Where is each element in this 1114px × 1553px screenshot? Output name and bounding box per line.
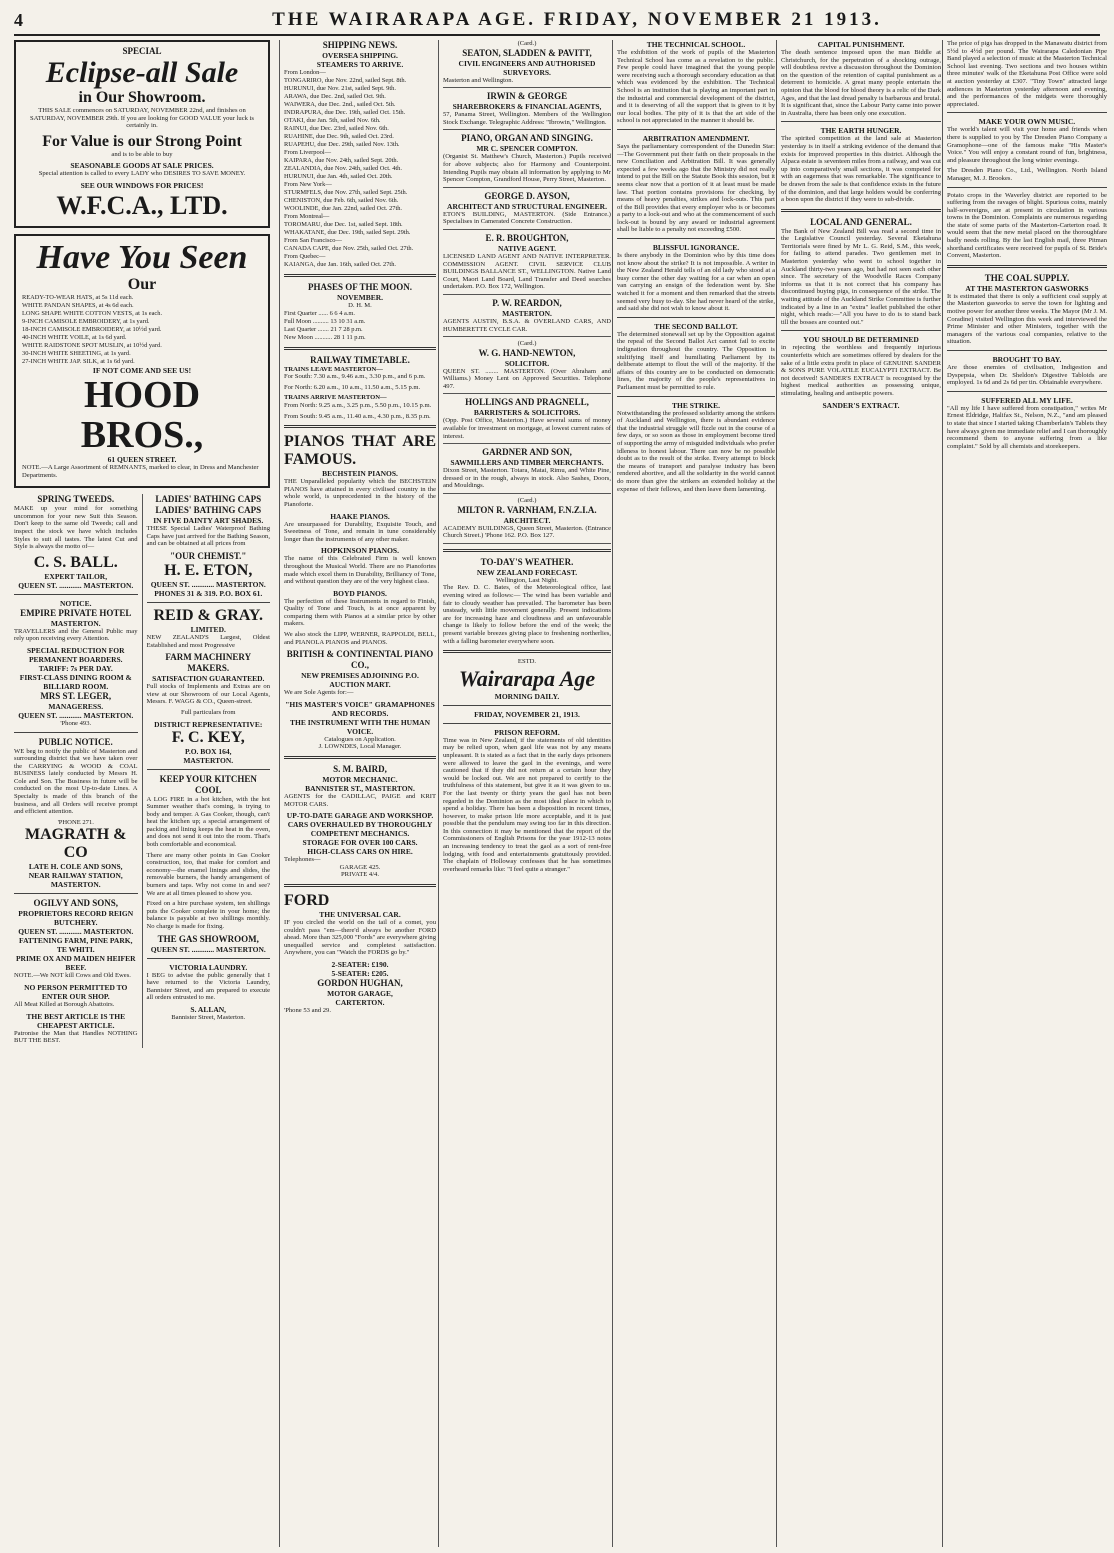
rail-arrive: TRAINS ARRIVE MASTERTON— [284, 394, 387, 402]
strike-heading: THE STRIKE. [672, 400, 720, 410]
determined-firm: SANDER'S EXTRACT. [822, 400, 900, 410]
ford-heading: FORD [284, 892, 330, 909]
hood-advert [14, 234, 270, 488]
rail-leave-south: For South: 7.30 a.m., 9.46 a.m., 3.30 p.m., and 6 p.m. [284, 373, 426, 381]
column-1 [14, 40, 270, 1547]
pianos-bechstein-text: THE Unparalleled popularity which the BECHSTEIN PIANOS have attained in every civilised country in the whole world, is unprecedented in the history of the Pianoforte. [284, 478, 436, 508]
hood-our: Our [127, 275, 157, 293]
card-address: Dixon Street, Masterton. Totara, Matai, Rimu, and White Pine, dressed or in the rough, always in stock. Also Sashes, Doors, and Mouldings. [443, 467, 611, 490]
baird-storage: STORAGE FOR OVER 100 CARS. [302, 838, 418, 848]
card-address: AGENTS AUSTIN, B.S.A. & OVERLAND CARS, AND HUMBERETTE CYCLE CAR. [443, 317, 611, 333]
pigs-text: The price of pigs has dropped in the Manawatu district from 5½d to 4½d per pound. The Wairarapa Caledonian Pipe Band played a selection of music at the Masterton Technical School last evening. Two sections and two houses within three minutes' walk of the Eketahuna Post Office were sold at auction yesterday at £307. "Tiny Town" attracted large audiences in Masterton yesterday afternoon and evening, and the performances of the midgets were thoroughly appreciated. [947, 40, 1107, 108]
pianos-hopkinson: HOPKINSON PIANOS. [321, 546, 399, 556]
sale-advert [14, 40, 270, 228]
pianos-catalogue: Catalogues on Application. [324, 735, 396, 743]
shipping-line: WAIWERA, due Dec. 2nd., sailed Oct. 5th. [284, 101, 396, 108]
card-name: SEATON, SLADDEN & PAVITT, [462, 47, 592, 58]
professional-card [443, 233, 611, 295]
shipping-line: WHAKATANE, due Dec. 19th, sailed Sept. 29th. [284, 229, 411, 236]
bay-heading: BROUGHT TO BAY. [992, 355, 1062, 364]
col1-left [14, 494, 138, 1048]
rail-arrive-north: From North: 9.25 a.m., 3.25 p.m., 5.50 p.m., 10.15 p.m. [284, 401, 432, 409]
card-role: SHAREBROKERS & FINANCIAL AGENTS, [452, 102, 602, 112]
card-role: MASTERTON. [502, 308, 552, 318]
column-6 [942, 40, 1107, 1547]
card-role: BARRISTERS & SOLICITORS. [473, 408, 581, 418]
baird-private-no: PRIVATE 4/4. [341, 871, 379, 879]
bliss-heading: BLISSFUL IGNORANCE. [652, 243, 740, 253]
weather-sub: NEW ZEALAND FORECAST. [476, 567, 578, 577]
suffered-heading: SUFFERED ALL MY LIFE. [981, 395, 1073, 405]
column-3 [438, 40, 611, 1547]
baird-hire: HIGH-CLASS CARS ON HIRE. [307, 847, 413, 857]
public-place: MASTERTON. [50, 880, 101, 890]
shipping-line: From Quebec— [284, 253, 326, 260]
hood-headline: Have You Seen [36, 238, 248, 276]
cooler-text-3: Fixed on a hire purchase system, ten shillings puts the Cooker complete in your home; the balance is payable at two shillings monthly. No charge is made for fixing. [146, 900, 270, 930]
music-firm: The Dresden Piano Co., Ltd., Wellington. North Island Manager, M. J. Brookes. [947, 167, 1107, 182]
professional-card [443, 298, 611, 337]
shipping-sub-1: OVERSEA SHIPPING. [322, 51, 398, 60]
caps-phones: PHONES 31 & 319. P.O. BOX 61. [154, 588, 263, 598]
shipping-line: RUAHINE, due Dec. 9th, sailed Oct. 23rd. [284, 133, 394, 140]
hood-street: 61 QUEEN STREET. [107, 454, 177, 464]
pianos-heading: PIANOS THAT ARE FAMOUS. [284, 433, 436, 469]
hood-note: NOTE.—A Large Assortment of REMNANTS, marked to clear, in Dress and Manchester Departments. [22, 463, 259, 479]
col1-lower [14, 494, 270, 1048]
reid-firm: REID & GRAY. [153, 606, 263, 624]
hunger-heading: THE EARTH HUNGER. [820, 126, 902, 136]
professional-card [443, 340, 611, 394]
masthead-daily: MORNING DAILY. [494, 691, 560, 701]
hood-firm: HOOD BROS., [80, 373, 204, 456]
ford-place: CARTERTON. [335, 997, 385, 1007]
public-near: NEAR RAILWAY STATION, [28, 871, 123, 881]
hotel-role: MANAGERESS. [48, 701, 104, 711]
baird-role: MOTOR MECHANIC. [322, 775, 398, 785]
hood-item: READY-TO-WEAR HATS, at 5s 11d each. [22, 293, 134, 301]
pianos-boyd: BOYD PIANOS. [333, 588, 387, 598]
music-heading: MAKE YOUR OWN MUSIC. [978, 117, 1076, 127]
shipping-line: CHENISTON, due Feb. 6th, sailed Nov. 6th. [284, 197, 399, 204]
page-masthead [14, 6, 1100, 36]
pianos-hopkinson-text: The name of this Celebrated Firm is well known throughout the Musical World. There are no Pianofortes made which excel them in Durability, Brilliancy of Tone, and without question they are of the very highest class. [284, 555, 436, 586]
laundry-heading: VICTORIA LAUNDRY. [169, 962, 248, 972]
butchers-noperson: NO PERSON PERMITTED TO ENTER OUR SHOP. [24, 983, 128, 1002]
sale-seasonable: SEASONABLE GOODS AT SALE PRICES. [70, 161, 214, 171]
reid-rep: DISTRICT REPRESENTATIVE: [154, 719, 263, 729]
page-number: 4 [14, 9, 23, 30]
hood-item: 9-INCH CAMISOLE EMBROIDERY, at 1s yard. [22, 317, 150, 325]
cooler-addr: QUEEN ST. ............ MASTERTON. [150, 944, 266, 954]
moon-row: Full Moon .......... 13 10 31 a.m. [284, 317, 366, 325]
shipping-line: KAIPARA, due Nov. 24th, sailed Sept. 20th. [284, 157, 399, 164]
public-firm: MAGRATH & CO [25, 826, 127, 862]
hotel-text: TRAVELLERS and the General Public may rely upon receiving every Attention. [14, 627, 138, 643]
tweeds-text: MAKE up your mind for something uncommon for your new Suit this Season. Don't keep to the same old Tweeds; call and inspect the stock we have which includes Styles to suit all tastes. The latest Cut and Style is always the motto of— [14, 505, 138, 551]
prison-text: Time was in New Zealand, if the statements of old identities may be relied upon, when gaol life was not by any means unpleasant. It is stated as a fact that in the early days prisoners were allowed to leave the gaol in the evenings, and were cautioned that if they did not return at a certain hour they would be locked out. We are not prepared to certify to the truthfulness of this statement, but give it as it was given to us. For the last twenty or thirty years the gaol has not been regarded in the Dominion as the most ideal place in which to spend a holiday. There has been a disposition in recent times, however, to make prison life more acceptable, and it is just possible that the pendulum may swing too far in this direction. In this connection it may be mentioned that the report of the Commissioners of English Prisons for the year 1912-13 notes an increasing tendency to treat the gaol as a sort of rent-free lodging, with food and entertainments gratuitously provided. The chaplain of Holloway confesses that he has sometimes overheard remarks like: "I feel quite a stranger." [443, 736, 611, 873]
shipping-heading: SHIPPING NEWS. [322, 40, 398, 50]
butchers-role: PROPRIETORS RECORD REIGN BUTCHERY. [18, 909, 134, 928]
tweeds-trade: EXPERT TAILOR, [44, 571, 108, 581]
hotel-place: MASTERTON. [50, 618, 101, 628]
card-name: HOLLINGS AND PRAGNELL, [465, 397, 589, 408]
tweeds-addr: QUEEN ST. ............ MASTERTON. [18, 580, 134, 590]
hood-item: 30-INCH WHITE SHEETING, at 1s yard. [22, 349, 131, 357]
hotel-tariff: TARIFF: 7s PER DAY. [38, 663, 113, 673]
shipping-line: RAINUI, due Dec. 23rd, sailed Nov. 6th. [284, 125, 389, 132]
moon-row: New Moon ........... 28 1 11 p.m. [284, 333, 366, 341]
bliss-text: Is there anybody in the Dominion who by this time does not know about the strike? It is not impossible. A writer in the New Zealand Herald tells of an old lady who stood at a busy corner the other day waiting for a car when an open van carrying an ensign of the federation went by. She watched it for a moment and then remarked that the streets seemed very busy to-day. She had never heard of the strike, and said she did not wish to know about it. [617, 252, 775, 313]
butchers-prime: PRIME OX AND MAIDEN HEIFER BEEF. [15, 954, 136, 973]
music-text: The world's talent will visit your home and friends when there is supplied to you by The Dresden Piano Company a Gramophone—one of the famous make "His Master's Voice." You will enjoy a constant round of fun, brightness, and pleasure throughout the long winter evenings. [947, 126, 1107, 164]
shipping-line: INDRAPURA, due Dec. 19th, sailed Oct. 15th. [284, 109, 406, 116]
caps-heading-2: LADIES' BATHING CAPS [155, 505, 262, 516]
professional-card [443, 40, 611, 88]
local-text: The Bank of New Zealand Bill was read a second time in the Legislative Council yesterday. Several Eketahuna Territorials were fined by Mr L. G. Reid, S.M., this week, for failing to attend parades. Two gentlemen met in Masterton yesterday who went to school together in Auckland thirty-two years ago, but had not seen each other since. The secretary of the Woodville Races Company informs us that it is not correct that his company has discontinued buying pigs, in consequence of the strike. The waiting attitude of the Auckland Strike Committee is further indicated by a line in an "extra" leaflet published the other night, which reads:—"All you have to do is to stand back till the bosses are counted out." [781, 227, 941, 326]
shipping-line: TOROMARU, due Dec. 1st, sailed Sept. 18th. [284, 221, 403, 228]
column-4 [612, 40, 775, 1547]
professional-card [443, 497, 611, 544]
moon-row: First Quarter ...... 6 6 4 a.m. [284, 309, 355, 317]
card-tag: (Card.) [517, 497, 537, 505]
hood-call: IF NOT COME AND SEE US! [92, 365, 192, 375]
moon-month: NOVEMBER. [336, 293, 384, 302]
professional-card [443, 397, 611, 444]
moon-heading: PHASES OF THE MOON. [307, 282, 412, 292]
butchers-patronise: Patronise the Man that Handles NOTHING BUT THE BEST. [14, 1029, 138, 1045]
shipping-line: STURMFELS, due Nov. 27th, sailed Sept. 25th. [284, 189, 408, 196]
sale-headline: Eclipse-all Sale [45, 56, 239, 89]
ballot-text: The determined stonewall set up by the Opposition against the repeal of the Second Ballot Act cannot fail to excite indignation throughout the country. The Opposition is stultifying itself and humiliating Parliament by its deliberate attempt to flout the will of the majority. If the affairs of this country are to be conducted on democratic lines, the majority of the people's representatives in Parliament must be permitted to rule. [617, 330, 775, 391]
baird-overhauled: CARS OVERHAULED BY THOROUGHLY COMPETENT MECHANICS. [287, 820, 433, 839]
card-role: CIVIL ENGINEERS AND AUTHORISED SURVEYORS. [458, 58, 596, 77]
sale-text: THIS SALE commences on SATURDAY, NOVEMBER 22nd, and finishes on SATURDAY, NOVEMBER 29th. If you are looking for GOOD VALUE your luck is certainly in. [30, 107, 254, 130]
card-name: W. G. HAND-NEWTON, [478, 347, 576, 358]
ford-sub: THE UNIVERSAL CAR. [319, 910, 401, 919]
suffered-text: "All my life I have suffered from constipation," writes Mr Ernest Eldridge, Halifax St., Nelson, N.Z., "and am pleased to state that since I started taking Chamberlain's Tablets they have always given me immediate relief and I can thoroughly recommend them to anyone suffering from a like complaint." Sold by all chemists and storekeepers. [947, 404, 1107, 450]
weather-text: The Rev. D. C. Bates, of the Meteorological office, last evening wired as follows:— The wind has been variable and fair to cloudy weather has prevailed. The barometer has been unsteady, with little movement generally. Present indications are for increasing haze and cloudiness and an unfavourable change is likely to follow before the end of the week; the present variable breezes giving place to freshening northerlies, with a falling barometer everywhere soon. [443, 584, 611, 645]
column-5 [776, 40, 941, 1547]
hotel-notice: NOTICE. [60, 598, 92, 608]
caps-heading-1: LADIES' BATHING CAPS [155, 494, 262, 505]
ford-phone: 'Phone 53 and 29. [284, 1006, 331, 1014]
hood-item: 27-INCH WHITE JAP. SILK, at 1s 6d yard. [22, 357, 135, 365]
public-text: WE beg to notify the public of Masterton and surrounding district that we have taken over the CARRYING & WOOD & COAL BUSINESS lately conducted by Messrs H. Cole and Son. The Business in future will be conducted on the most Up-to-date Lines. A Specialty is made of this branch of the business, and all Orders will receive prompt and efficient attention. [14, 747, 138, 816]
reid-text: NEW ZEALAND'S Largest, Oldest Established and most Progressive [146, 633, 270, 649]
pianos-haake: HAAKE PIANOS. [330, 511, 390, 521]
tech-heading: THE TECHNICAL SCHOOL. [646, 40, 746, 49]
hotel-manager: MRS ST. LEGER, [40, 690, 112, 701]
ballot-heading: THE SECOND BALLOT. [654, 321, 738, 331]
rail-leave: TRAINS LEAVE MASTERTON— [284, 365, 383, 373]
hood-item: LONG SHAPE WHITE COTTON VESTS, at 1s each. [22, 309, 163, 317]
baird-agents: AGENTS for the CADILLAC, PAIGE and KRIT MOTOR CARS. [284, 793, 436, 808]
public-phone: 'PHONE 271. [57, 818, 94, 826]
ford-name: GORDON HUGHAN, [317, 977, 403, 988]
reid-stock: Full stocks of Implements and Extras are on view at our Showroom of our Local Agents, Messrs. F. WAGG & CO., Queen-street. [146, 683, 270, 706]
pianos-hmv: "HIS MASTER'S VOICE" GRAMAPHONES AND RECORDS. [285, 699, 435, 718]
coal-text: It is estimated that there is only a sufficient coal supply at the Masterton gasworks to serve the town for lighting and motive power for another three weeks. The Mayor (Mr J. M. Coradine) visited Wellington this week and interviewed the Prime Minister and other Ministers, together with the managers of the various coal companies, relative to the situation. [947, 292, 1107, 346]
hunger-text: The spirited competition at the land sale at Masterton yesterday is in itself a striking evidence of the demand that exists for improved properties in this district. Although the Alpaca estate is seventeen miles from a railway, and was cut up into comparatively small sections, it was competed for with an eagerness that was remarkable. The significance to be drawn from the sale is that confidence exists in the future of the dominion, and that large holders would be conferring a boon upon the district if they were to sub-divide. [781, 135, 941, 204]
professional-card [443, 191, 611, 230]
card-name: E. R. BROUGHTON, [485, 232, 569, 243]
card-role: SAWMILLERS AND TIMBER MERCHANTS. [450, 458, 604, 468]
shipping-line: From London— [284, 69, 326, 76]
hotel-name: EMPIRE PRIVATE HOTEL [20, 607, 132, 618]
reid-guarantee: SATISFACTION GUARANTEED. [152, 674, 265, 684]
bay-text: Are those enemies of civilisation, Indigestion and Dyspepsia, when Dr. Sheldon's Digestive Tabloids are employed. 1s 6d and 2s 6d per tin. Obtainable everywhere. [947, 364, 1107, 387]
ford-five-seater: 5-SEATER: £205. [331, 968, 389, 978]
capital-text: The death sentence imposed upon the man Biddle at Christchurch, for the perpetration of a shocking outrage, will doubtless revive a discussion throughout the Dominion on the question of the retention of capital punishment as a deterrent to homicide. A great many people entertain the opinion that the blood for blood theory is a relic of the Dark Ages, and that the last dread penalty is barbarous and brutal. It is significant that, since the Labour Party came into power in Australia, there has been only one execution. [781, 49, 941, 117]
baird-name: S. M. BAIRD, [333, 764, 387, 775]
card-address: LICENSED LAND AGENT AND NATIVE INTERPRETER. COMMISSION AGENT. CIVIL SERVICE CLUB BUILDINGS BALLANCE ST., WELLINGTON. Native Land Court, Maori Land Board, Land Transfer and Deed searches undertaken. P.O. Box 172, Wellington. [443, 252, 611, 291]
shipping-list [284, 69, 436, 269]
shipping-line: CANADA CAPE, due Nov. 25th, sailed Oct. 27th. [284, 245, 414, 252]
butchers-firm: OGILVY AND SONS, [33, 898, 119, 909]
cooler-heading: KEEP YOUR KITCHEN COOL [159, 773, 257, 795]
reid-name: F. C. KEY, [171, 728, 245, 746]
sale-special: Special attention is called to every LADY who DESIRES TO SAVE MONEY. [38, 170, 246, 178]
card-name: MILTON R. VARNHAM, F.N.Z.I.A. [457, 504, 597, 515]
prison-heading: PRISON REFORM. [494, 727, 560, 737]
pianos-manager: J. LOWNDES, Local Manager. [318, 743, 402, 751]
pianos-human: THE INSTRUMENT WITH THE HUMAN VOICE. [289, 717, 431, 736]
card-name: P. W. REARDON, [492, 297, 562, 308]
reid-particulars: Full particulars from [180, 708, 236, 716]
sale-firm: W.F.C.A., LTD. [56, 190, 228, 220]
tweeds-heading: SPRING TWEEDS. [37, 494, 115, 505]
butchers-note: NOTE.—We NOT kill Cows and Old Ewes. [14, 972, 131, 980]
masthead-date: FRIDAY, NOVEMBER 21, 1913. [474, 709, 580, 719]
arb-heading: ARBITRATION AMENDMENT. [642, 133, 750, 143]
hotel-addr: QUEEN ST. ............ MASTERTON. [18, 710, 134, 720]
reid-place: MASTERTON. [183, 755, 234, 765]
card-name: GARDNER AND SON, [482, 447, 572, 458]
shipping-line: From New York— [284, 181, 332, 188]
strike-text: Notwithstanding the professed solidarity among the strikers of Auckland and Wellington, there is abundant evidence that the industrial struggle will fizzle out in the course of a few days, or so soon as those in employment become tired of supporting the army of misguided individuals who prefer idleness to honest labour. There can now be no possible doubt as to the result of the strike. Every attempt to block the means of transport and paralyse industry has been rendered abortive, and all the solidarity in the world cannot do more than give the strikers an extended holiday at the expense of their fellows, and then leave them lamenting. [617, 409, 775, 493]
baird-garage: UP-TO-DATE GARAGE AND WORKSHOP. [286, 811, 434, 821]
masthead-title: THE WAIRARAPA AGE. FRIDAY, NOVEMBER 21 1913. [272, 9, 882, 30]
card-role: SOLICITOR. [504, 358, 550, 368]
caps-chemist: "OUR CHEMIST." [170, 550, 247, 561]
rail-arrive-south: From South: 9.45 a.m., 11.40 a.m., 4.30 p.m., 8.35 p.m. [284, 412, 431, 420]
sale-strong: For Value is our Strong Point [42, 132, 242, 150]
sale-and-able: and is to be able to buy [111, 150, 173, 158]
card-role: NATIVE AGENT. [497, 243, 557, 253]
baird-garage-no: GARAGE 425. [339, 863, 381, 871]
card-address: (Opp. Post Office, Masterton.) Have several sums of money available for investment on mortgage, at lowest current rates of interest. [443, 417, 611, 440]
caps-sub: IN FIVE DAINTY ART SHADES. [153, 516, 264, 526]
pianos-agency: NEW PREMISES ADJOINING P.O. AUCTION MART. [301, 671, 419, 690]
card-address: QUEEN ST. ........ MASTERTON. (Over Abraham and Williams.) Money Lent on Approved Securities. Telephone 497. [443, 367, 611, 390]
cooler-firm: THE GAS SHOWROOM, [157, 933, 259, 944]
hood-item: WHITE RAIDSTONE SPOT MUSLIN, at 10½d yard. [22, 341, 162, 349]
pianos-british: BRITISH & CONTINENTAL PIANO CO., [286, 649, 434, 671]
card-address: Masterton and Wellington. [443, 76, 514, 84]
card-address: ETON'S BUILDING, MASTERTON. (Side Entrance.) Specialises in Camerated Concrete Construction. [443, 210, 611, 226]
caps-text: THESE Special Ladies' Waterproof Bathing Caps have just arrived for the Bathing Season, and can be obtained at all prices from [146, 525, 270, 548]
pianos-also: We also stock the LIPP, WERNER, RAPPOLDI, BELL, and PIANOLA PIANOS and PIANOS. [284, 631, 436, 646]
hood-items [22, 294, 262, 366]
weather-heading: TO-DAY'S WEATHER. [480, 556, 574, 567]
pianos-agents: We are Sole Agents for:— [284, 689, 354, 697]
shipping-line: ZEALANDIA, due Nov. 24th, sailed Oct. 4th. [284, 165, 402, 172]
column-2 [279, 40, 436, 1547]
professional-card [443, 447, 611, 494]
ford-text: IF you circled the world on the tail of a comet, you couldn't pass "em—there'd always be another FORD ahead. More than 325,000 "Fords" are everywhere giving unequalled service and completest satisfaction. Anywhere, you can "Watch the FORDS go by." [284, 919, 436, 957]
shipping-line: KAIANGA, due Jan. 16th, sailed Oct. 27th. [284, 261, 396, 268]
coal-sub: AT THE MASTERTON GASWORKS [965, 283, 1089, 293]
baird-tel: Telephones— [284, 856, 321, 864]
col1-right [142, 494, 271, 1048]
card-address: 57, Panama Street, Wellington. Members of the Wellington Stock Exchange. Telegraphic Address: "Ibrowin," Wellington. [443, 111, 611, 126]
laundry-text: I BEG to advise the public generally that I have returned to the Victoria Laundry, Bannister Street, and am prepared to execute all orders entrusted to me. [146, 971, 270, 1002]
caps-addr: QUEEN ST. ............ MASTERTON. [150, 579, 266, 589]
shipping-line: TONGARIRO, due Nov. 22nd, sailed Sept. 8th. [284, 77, 407, 84]
reid-ltd: LIMITED. [190, 624, 226, 634]
pianos-boyd-text: The perfection of these Instruments in regard to Finish, Quality of Tone and Touch, is at once apparent by comparing them with Pianos at a similar price by other makers. [284, 597, 436, 628]
card-role: MR C. SPENCER COMPTON. [476, 144, 578, 154]
card-role: ARCHITECT AND STRUCTURAL ENGINEER. [447, 201, 607, 211]
hood-item: 40-INCH WHITE VOILE, at 1s 6d yard. [22, 333, 127, 341]
sale-kicker: SPECIAL [122, 46, 162, 56]
determined-text: in rejecting the worthless and frequently injurious counterfeits which are sometimes offered by dealers for the sake of a little extra profit in place of GENUINE SANDER & SONS PURE VOLATILE EUCALYPTI EXTRACT. Be not deceived! SANDER'S EXTRACT is recognised by the highest medical authorities as possessing unique, stimulating, healing and antiseptic powers. [781, 344, 941, 397]
pianos-haake-text: Are unsurpassed for Durability, Exquisite Touch, and Sweetness of Tone, and remain in tune considerably longer than the instruments of any other maker. [284, 520, 436, 543]
laundry-name: S. ALLAN, [190, 1004, 227, 1014]
baird-addr: BANNISTER ST., MASTERTON. [305, 784, 415, 794]
hotel-special: SPECIAL REDUCTION FOR PERMANENT BOARDERS. [26, 645, 125, 664]
shipping-line: HURUNUI, due Jan. 4th, sailed Oct. 20th. [284, 173, 393, 180]
reid-box: P.O. BOX 164, [184, 746, 232, 756]
professional-cards [443, 40, 611, 544]
card-role: ARCHITECT. [503, 515, 551, 525]
ford-role: MOTOR GARAGE, [327, 988, 393, 998]
professional-card [443, 133, 611, 187]
coal-heading: THE COAL SUPPLY. [984, 272, 1070, 283]
professional-card [443, 91, 611, 130]
determined-heading: YOU SHOULD BE DETERMINED [803, 335, 919, 345]
card-tag: (Card.) [517, 40, 537, 47]
card-name: GEORGE D. AYSON, [484, 190, 570, 201]
shipping-line: From Montreal— [284, 213, 330, 220]
shipping-line: HURUNUI, due Nov. 21st, sailed Sept. 9th. [284, 85, 396, 92]
butchers-addr: QUEEN ST. ............ MASTERTON. [18, 927, 134, 937]
hotel-phone: 'Phone 493. [60, 719, 92, 727]
hood-item: WHITE PANDAN SHAPES, at 4s 6d each. [22, 301, 134, 309]
moon-row: Last Quarter ....... 21 7 28 p.m. [284, 325, 363, 333]
hotel-rooms: FIRST-CLASS DINING ROOM & BILLIARD ROOM. [19, 672, 132, 691]
sale-sub: in Our Showroom. [78, 89, 206, 106]
shipping-line: WOOLINDE, due Jan. 22nd, sailed Oct. 27th. [284, 205, 403, 212]
butchers-farm: FATTENING FARM, PINE PARK, TE WHITI. [19, 936, 133, 955]
masthead-name: Wairarapa Age [458, 665, 596, 691]
potato-text: Potato crops in the Waverley district are reported to be suffering from the ravages of blight. Spurious coins, mainly half-sovereigns, are at present in circulation in various towns in the Dominion. Complaints are numerous regarding the state of some parts of the Masterton-Carterton road. It would seem that the new metal placed on the thoroughfare badly needs rolling. By the last English mail, three Pitman shorthand certificates were received for pupils of St. Bride's Convent, Masterton. [947, 191, 1107, 260]
arb-text: Says the parliamentary correspondent of the Dunedin Star:—The Government put their faith on their proposals in the new Conciliation and Arbitration Bill. It was generally expected a few weeks ago that the Ministry did not really intend to put the Bill on the Statute Book this session, but it seems clear now that a portion of it at least must be made law. That portion contains provisions for checking, by means of heavy penalties, strikes and lock-outs. This part of the Bill provides that every employer who is or becomes a party to a lock-out and who at the commencement of such lock-out is bound by any award or industrial agreement shall be liable to a penalty not exceeding £500. [617, 142, 775, 234]
shipping-line: From Liverpool— [284, 149, 332, 156]
card-address: ACADEMY BUILDINGS, Queen Street, Masterton. (Entrance Church Street.) 'Phone 162. P.O. Box 127. [443, 524, 611, 540]
pianos-bechstein: BECHSTEIN PIANOS. [322, 469, 398, 479]
sale-windows: SEE OUR WINDOWS FOR PRICES! [80, 180, 204, 190]
reid-machinery: FARM MACHINERY MAKERS. [165, 652, 252, 674]
masthead-est: ESTD. [517, 658, 537, 666]
card-tag: (Card.) [517, 340, 537, 348]
shipping-line: OTAKI, due Jan. 5th, sailed Nov. 6th. [284, 117, 381, 124]
cooler-text: A LOG FIRE in a hot kitchen, with the hot Summer weather that's coming, is trying to body and temper. A Gas Cooker, though, can't heat the kitchen up; a special arrangement of packing and lining keeps the heat in the oven, and does not send it out into the room. That's both comfortable and economical. [146, 795, 270, 849]
tweeds-firm: C. S. BALL. [33, 553, 118, 571]
weather-dateline: Wellington, Last Night. [495, 576, 559, 584]
public-heading: PUBLIC NOTICE. [38, 736, 113, 747]
rail-leave-north: For North: 6.20 a.m., 10 a.m., 11.50 a.m., 5.15 p.m. [284, 383, 421, 391]
shipping-line: ARAWA, due Dec. 2nd, sailed Oct. 9th. [284, 93, 386, 100]
public-late: LATE H. COLE AND SONS, [28, 862, 123, 872]
shipping-sub-2: STEAMERS TO ARRIVE. [316, 60, 404, 69]
butchers-meat: All Meat Killed at Borough Abattoirs. [14, 1001, 115, 1009]
caps-firm: H. E. ETON, [164, 561, 253, 579]
card-name: PIANO, ORGAN AND SINGING. [461, 133, 593, 144]
laundry-addr: Bannister Street, Masterton. [171, 1013, 246, 1021]
card-address: (Organist St. Matthew's Church, Masterton.) Pupils received for above subjects; also for Harmony and Counterpoint. Intending Pupils may obtain all information by applying to Mr Spencer Compton, Grandford House, Perry Street, Masterton. [443, 153, 611, 184]
butchers-best: THE BEST ARTICLE IS THE CHEAPEST ARTICLE. [26, 1011, 126, 1030]
shipping-line: RUAPEHU, due Dec. 29th, sailed Nov. 13th. [284, 141, 400, 148]
hood-item: 18-INCH CAMISOLE EMBROIDERY, at 10½d yard. [22, 325, 162, 333]
moon-cols: D. H. M. [348, 302, 372, 309]
shipping-line: From San Francisco— [284, 237, 342, 244]
rail-heading: RAILWAY TIMETABLE. [310, 354, 410, 365]
capital-heading: CAPITAL PUNISHMENT. [817, 40, 905, 49]
local-heading: LOCAL AND GENERAL. [810, 216, 912, 227]
ford-two-seater: 2-SEATER: £190. [331, 959, 389, 969]
card-name: IRWIN & GEORGE [486, 91, 568, 102]
tech-text: The exhibition of the work of pupils of the Masterton Technical School has come as a revelation to the public. Few people could have imagined that the young people were receiving such a thorough secondary education as that which was evidenced by the exhibition. The Technical School is an institution that is playing an important part in the industrial and commercial development of the district, and it is deserving of all the support that is given to it by our local bodies. The pity of it is that the art side of the school is not appreciated in the manner it should be. [617, 49, 775, 125]
cooler-text-2: There are many other points in Gas Cooker construction, too, that make for comfort and economy—the enamel linings and slides, the removable burners, the handy arrangement of burners and taps. Why not come in and see? We are at all times pleased to show you. [146, 851, 270, 897]
